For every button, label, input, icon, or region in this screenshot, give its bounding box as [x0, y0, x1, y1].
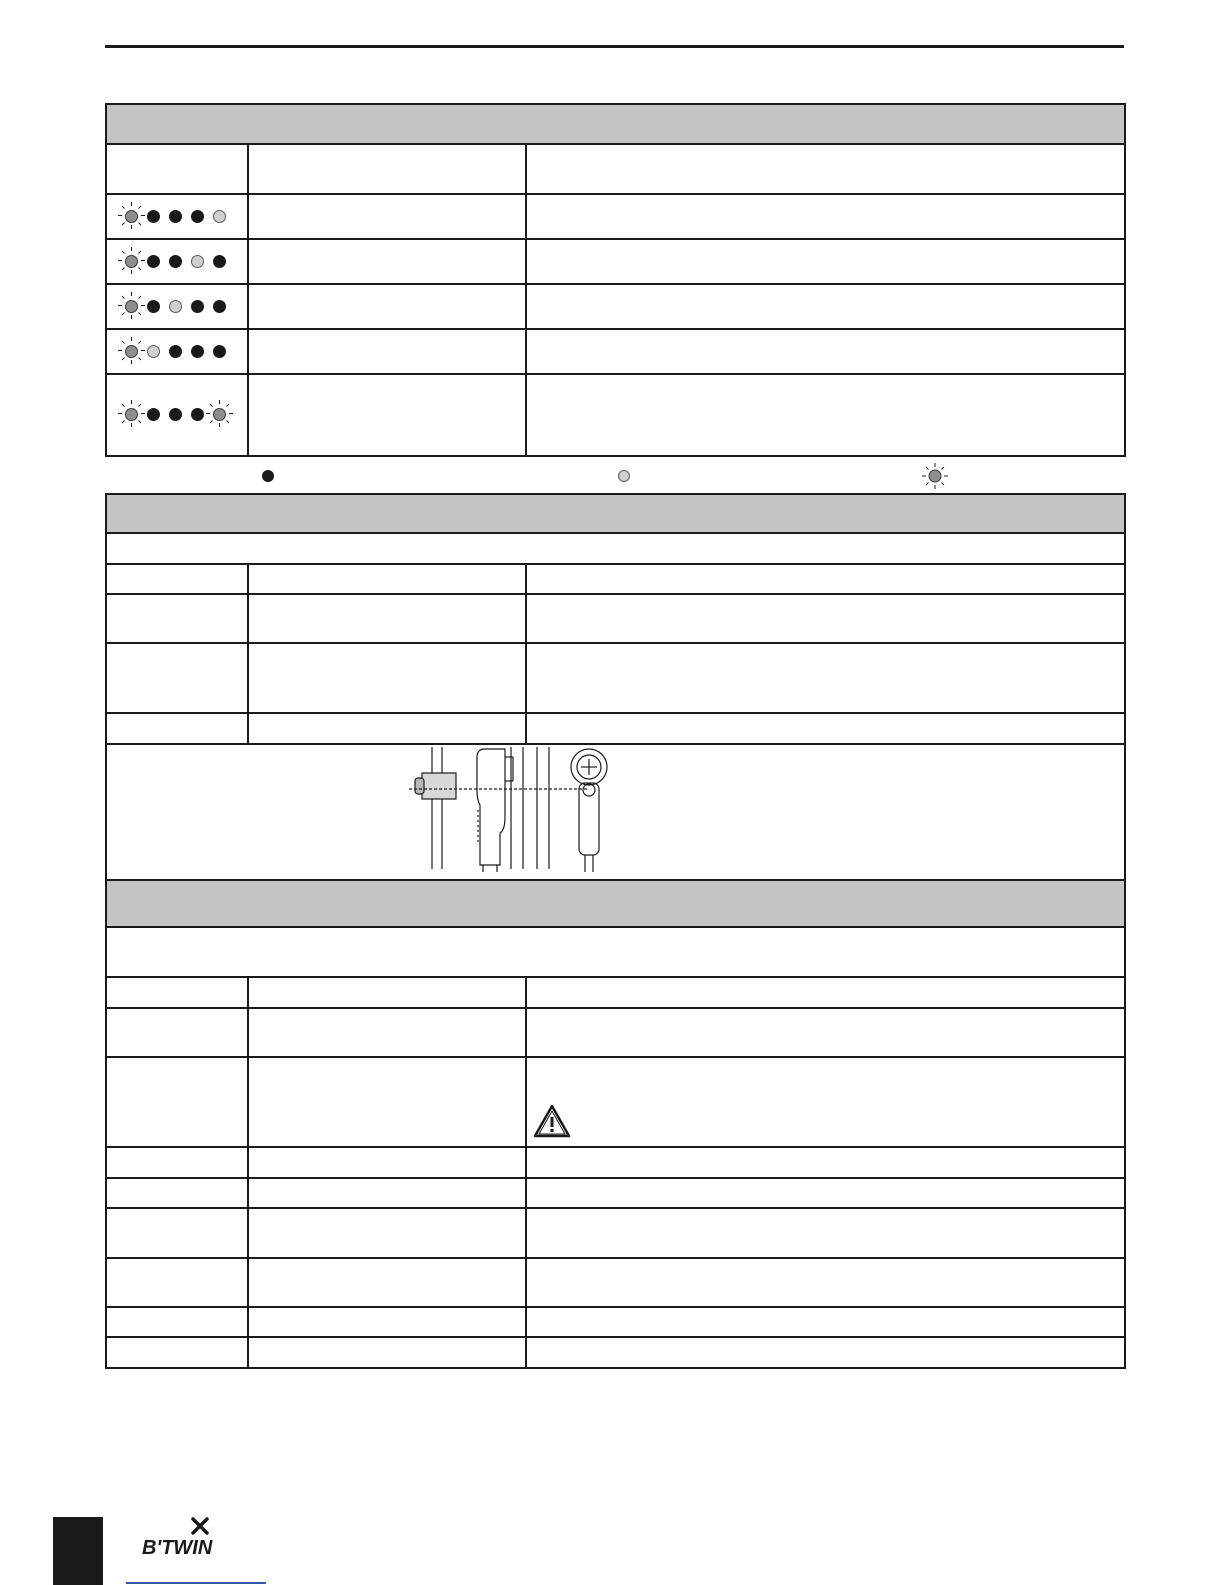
- table-row: [107, 1056, 1124, 1146]
- table-header: [107, 495, 1124, 532]
- table-row: [107, 1257, 1124, 1306]
- blink-rays-icon: [118, 337, 145, 364]
- table-row: [107, 563, 1124, 593]
- logo-underline: [126, 1582, 266, 1584]
- led-table-row: [107, 283, 1124, 328]
- led-indicator-group: [115, 296, 235, 318]
- led-off-icon: [213, 345, 226, 358]
- blink-rays-icon: [206, 400, 233, 427]
- led-off-icon: [191, 345, 204, 358]
- led-status-table: [105, 103, 1126, 457]
- warning-triangle-icon: [533, 1104, 571, 1143]
- table-row: [107, 1336, 1124, 1367]
- table-row: [107, 976, 1124, 1007]
- led-off-icon: [213, 255, 226, 268]
- led-table-row: [107, 373, 1124, 455]
- led-off-icon: [191, 408, 204, 421]
- led-off-icon: [147, 210, 160, 223]
- table-row: [107, 1007, 1124, 1056]
- led-indicator-group: [115, 341, 235, 363]
- led-table-row: [107, 238, 1124, 283]
- page-number-block: [53, 1517, 103, 1585]
- blink-rays-icon: [118, 202, 145, 229]
- led-off-icon: [169, 345, 182, 358]
- led-table-row: [107, 193, 1124, 238]
- table-row: [107, 1207, 1124, 1257]
- blink-rays-icon: [118, 292, 145, 319]
- blink-dot-icon: [921, 462, 949, 495]
- led-off-icon: [169, 210, 182, 223]
- led-table-row: [107, 328, 1124, 373]
- intro-row: [107, 926, 1124, 976]
- on-dot-icon: [617, 469, 631, 488]
- led-off-icon: [169, 255, 182, 268]
- intro-row: [107, 532, 1124, 563]
- logo-text: B'TWIN: [142, 1537, 213, 1559]
- led-on-icon: [169, 300, 182, 313]
- led-off-icon: [213, 300, 226, 313]
- cross-icon: [193, 1519, 207, 1533]
- led-off-icon: [147, 255, 160, 268]
- table-row: [107, 593, 1124, 642]
- led-off-icon: [191, 300, 204, 313]
- led-off-icon: [191, 210, 204, 223]
- led-on-icon: [191, 255, 204, 268]
- off-dot-icon: [261, 469, 275, 488]
- column-header-row: [107, 143, 1124, 193]
- blink-rays-icon: [118, 247, 145, 274]
- table-row: [107, 1306, 1124, 1336]
- led-on-icon: [213, 210, 226, 223]
- table-row: [107, 1177, 1124, 1207]
- table-header: [107, 105, 1124, 143]
- sensor-magnet-alignment-diagram: [405, 745, 635, 880]
- led-indicator-group: [115, 251, 235, 273]
- btwin-logo: [138, 1516, 250, 1565]
- table-row: [107, 1146, 1124, 1177]
- settings-table: [105, 879, 1126, 1369]
- top-rule: [105, 45, 1124, 48]
- led-on-icon: [147, 345, 160, 358]
- led-off-icon: [147, 408, 160, 421]
- led-off-icon: [169, 408, 182, 421]
- led-off-icon: [147, 300, 160, 313]
- led-indicator-group: [115, 206, 235, 228]
- led-indicator-group: [115, 404, 235, 426]
- table-row: [107, 642, 1124, 712]
- table-row: [107, 712, 1124, 743]
- table-header: [107, 881, 1124, 926]
- blink-rays-icon: [118, 400, 145, 427]
